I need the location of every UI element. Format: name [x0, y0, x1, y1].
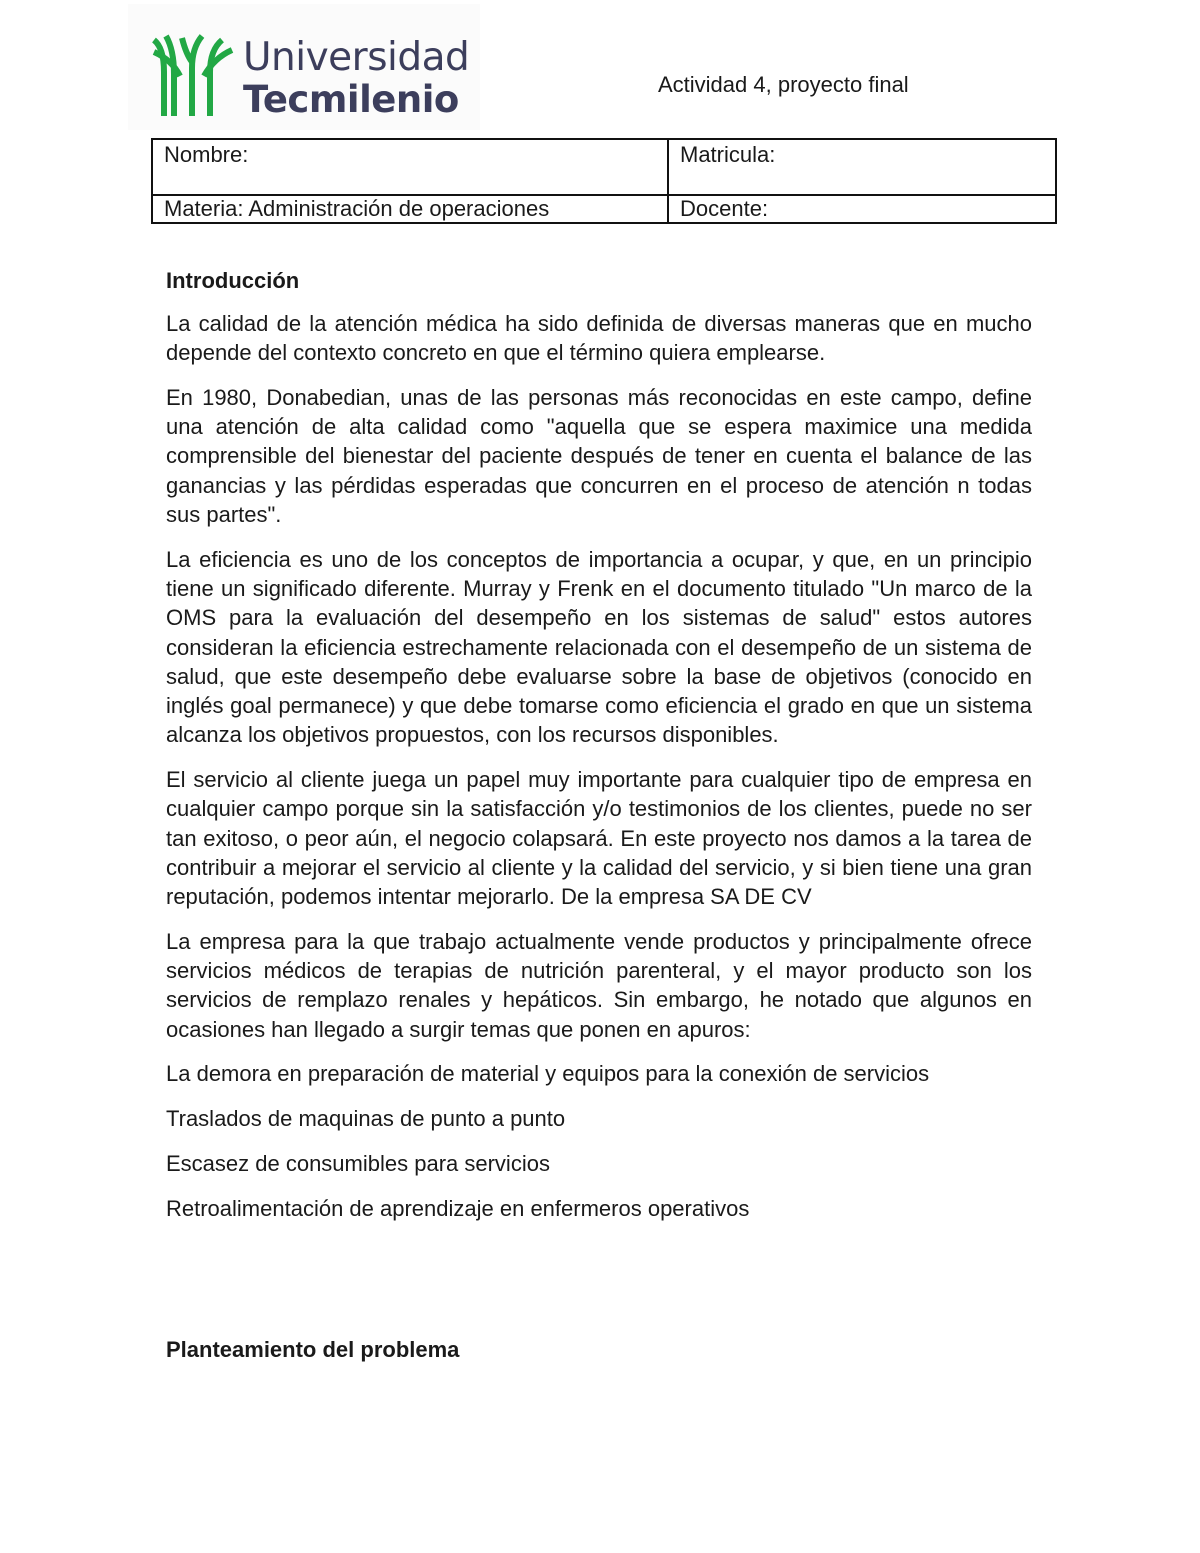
matricula-cell: Matricula: [668, 139, 1056, 195]
list-item: La demora en preparación de material y equipos para la conexión de servicios [166, 1061, 930, 1087]
spacer [166, 1239, 1032, 1335]
university-logo [128, 4, 480, 130]
paragraph: La empresa para la que trabajo actualmente vende productos y principalmente ofrece servicios médicos de terapias de nutrición parenteral, y el mayor producto son los servicios de remplazo renales y hepáticos. Sin embargo, he notado que algunos en ocasiones han llegado a surgir temas que ponen en apuros: [166, 928, 1032, 1042]
intro-heading: Introducción [166, 268, 300, 293]
nombre-cell: Nombre: [152, 139, 668, 195]
docente-cell: Docente: [668, 195, 1056, 223]
table-row [152, 195, 1056, 223]
student-info-table [151, 138, 1057, 224]
paragraph: La calidad de la atención médica ha sido definida de diversas maneras que en mucho depende del contexto concreto en que el término quiera emplearse. [166, 311, 1032, 366]
table-row [152, 139, 1056, 195]
tecmilenio-tree-icon [152, 32, 234, 118]
materia-cell: Materia: Administración de operaciones [152, 195, 668, 223]
paragraph: La eficiencia es uno de los conceptos de importancia a ocupar, y que, en un principio tiene un significado diferente. Murray y Frenk en el documento titulado "Un marco de la OMS para la evaluación del desempeño en los sistemas de salud" estos autores consideran la eficiencia estrechamente relacionada con el desempeño de un sistema de salud, que este desempeño debe evaluarse sobre la base de objetivos (conocido en inglés goal permanece) y que debe tomarse como eficiencia el grado en que un sistema alcanza los objetivos propuestos, con los recursos disponibles. [166, 546, 1032, 748]
document-body [166, 266, 1032, 1378]
paragraph: En 1980, Donabedian, unas de las personas más reconocidas en este campo, define una atención de alta calidad como "aquella que se espera maximice una medida comprensible del bienestar del paciente después de tener en cuenta el balance de las ganancias y las pérdidas esperadas que concurren en el proceso de atención n todas sus partes". [166, 384, 1032, 528]
activity-title: Actividad 4, proyecto final [658, 72, 909, 97]
list-item: Retroalimentación de aprendizaje en enfermeros operativos [166, 1195, 750, 1221]
list-item: Traslados de maquinas de punto a punto [166, 1106, 566, 1132]
logo-line-tecmilenio: Tecmilenio [243, 78, 459, 121]
logo-line-universidad: Universidad [243, 35, 470, 80]
paragraph: El servicio al cliente juega un papel muy importante para cualquier tipo de empresa en cualquier campo porque sin la satisfacción y/o testimonios de los clientes, puede no ser tan exitoso, o peor aún, el negocio colapsará. En este proyecto nos damos a la tarea de contribuir a mejorar el servicio al cliente y la calidad del servicio, y si bien tiene una gran reputación, podemos intentar mejorarlo. De la empresa SA DE CV [166, 767, 1032, 910]
problem-heading: Planteamiento del problema [166, 1336, 460, 1362]
list-item: Escasez de consumibles para servicios [166, 1150, 550, 1176]
